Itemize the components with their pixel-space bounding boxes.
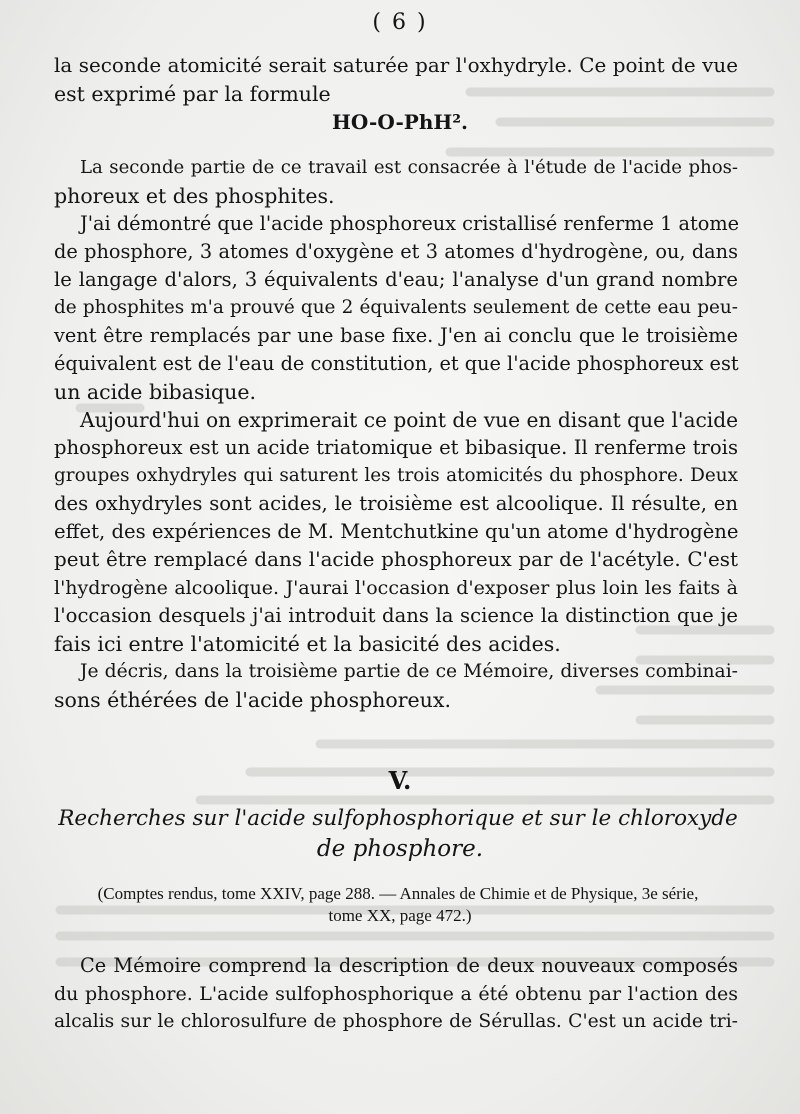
body-line: Aujourd'hui on exprimerait ce point de vue en disant que l'acide bbox=[80, 408, 739, 432]
body-line: l'occasion desquels j'ai introduit dans la science la distinction que je bbox=[54, 604, 738, 627]
publication-reference: (Comptes rendus, tome XXIV, page 288. — Annales de Chimie et de Physique, 3e série, bbox=[97, 884, 699, 903]
section-title-continued: de phosphore. bbox=[316, 836, 484, 862]
body-line: des oxhydryles sont acides, le troisième est alcoolique. Il résulte, en bbox=[54, 492, 738, 515]
body-line: équivalent est de l'eau de constitution, et que l'acide phosphoreux est bbox=[54, 352, 739, 375]
body-line: alcalis sur le chlorosulfure de phosphore de Sérullas. C'est un acide tri- bbox=[54, 1011, 738, 1032]
page-number: ( 6 ) bbox=[372, 10, 428, 35]
body-line: groupes oxhydryles qui saturent les trois atomicités du phosphore. Deux bbox=[54, 465, 738, 486]
body-line: un acide bibasique. bbox=[54, 380, 257, 404]
body-line: la seconde atomicité serait saturée par l'oxhydryle. Ce point de vue bbox=[54, 54, 738, 77]
body-line: J'ai démontré que l'acide phosphoreux cristallisé renferme 1 atome bbox=[80, 212, 740, 235]
body-line: sons éthérées de l'acide phosphoreux. bbox=[54, 688, 451, 712]
body-line: de phosphore, 3 atomes d'oxygène et 3 atomes d'hydrogène, ou, dans bbox=[54, 240, 738, 263]
body-line: le langage d'alors, 3 équivalents d'eau; l'analyse d'un grand nombre bbox=[54, 268, 738, 291]
body-line: Je décris, dans la troisième partie de ce Mémoire, diverses combinai- bbox=[80, 661, 738, 682]
body-line: de phosphites m'a prouvé que 2 équivalents seulement de cette eau peu- bbox=[54, 297, 738, 318]
body-line: Ce Mémoire comprend la description de deux nouveaux composés bbox=[80, 954, 738, 977]
body-line: peut être remplacé dans l'acide phosphoreux par de l'acétyle. C'est bbox=[54, 548, 738, 571]
body-line: vent être remplacés par une base fixe. J'en ai conclu que le troisième bbox=[54, 324, 738, 347]
publication-reference-continued: tome XX, page 472.) bbox=[328, 906, 472, 925]
section-title: Recherches sur l'acide sulfophosphorique et sur le chloroxyde bbox=[58, 806, 738, 831]
body-line: fais ici entre l'atomicité et la basicité des acides. bbox=[54, 632, 561, 656]
chemical-formula: HO-O-PhH². bbox=[331, 110, 468, 134]
section-number: V. bbox=[388, 766, 412, 795]
body-line: du phosphore. L'acide sulfophosphorique a été obtenu par l'action des bbox=[54, 983, 738, 1005]
body-line: l'hydrogène alcoolique. J'aurai l'occasion d'exposer plus loin les faits à bbox=[54, 577, 738, 599]
body-line: effet, des expériences de M. Mentchutkine qu'un atome d'hydrogène bbox=[54, 520, 739, 543]
body-line: phoreux et des phosphites. bbox=[54, 184, 335, 208]
body-line: est exprimé par la formule bbox=[54, 82, 331, 106]
body-line: La seconde partie de ce travail est consacrée à l'étude de l'acide phos- bbox=[80, 157, 738, 178]
body-line: phosphoreux est un acide triatomique et bibasique. Il renferme trois bbox=[54, 436, 738, 459]
